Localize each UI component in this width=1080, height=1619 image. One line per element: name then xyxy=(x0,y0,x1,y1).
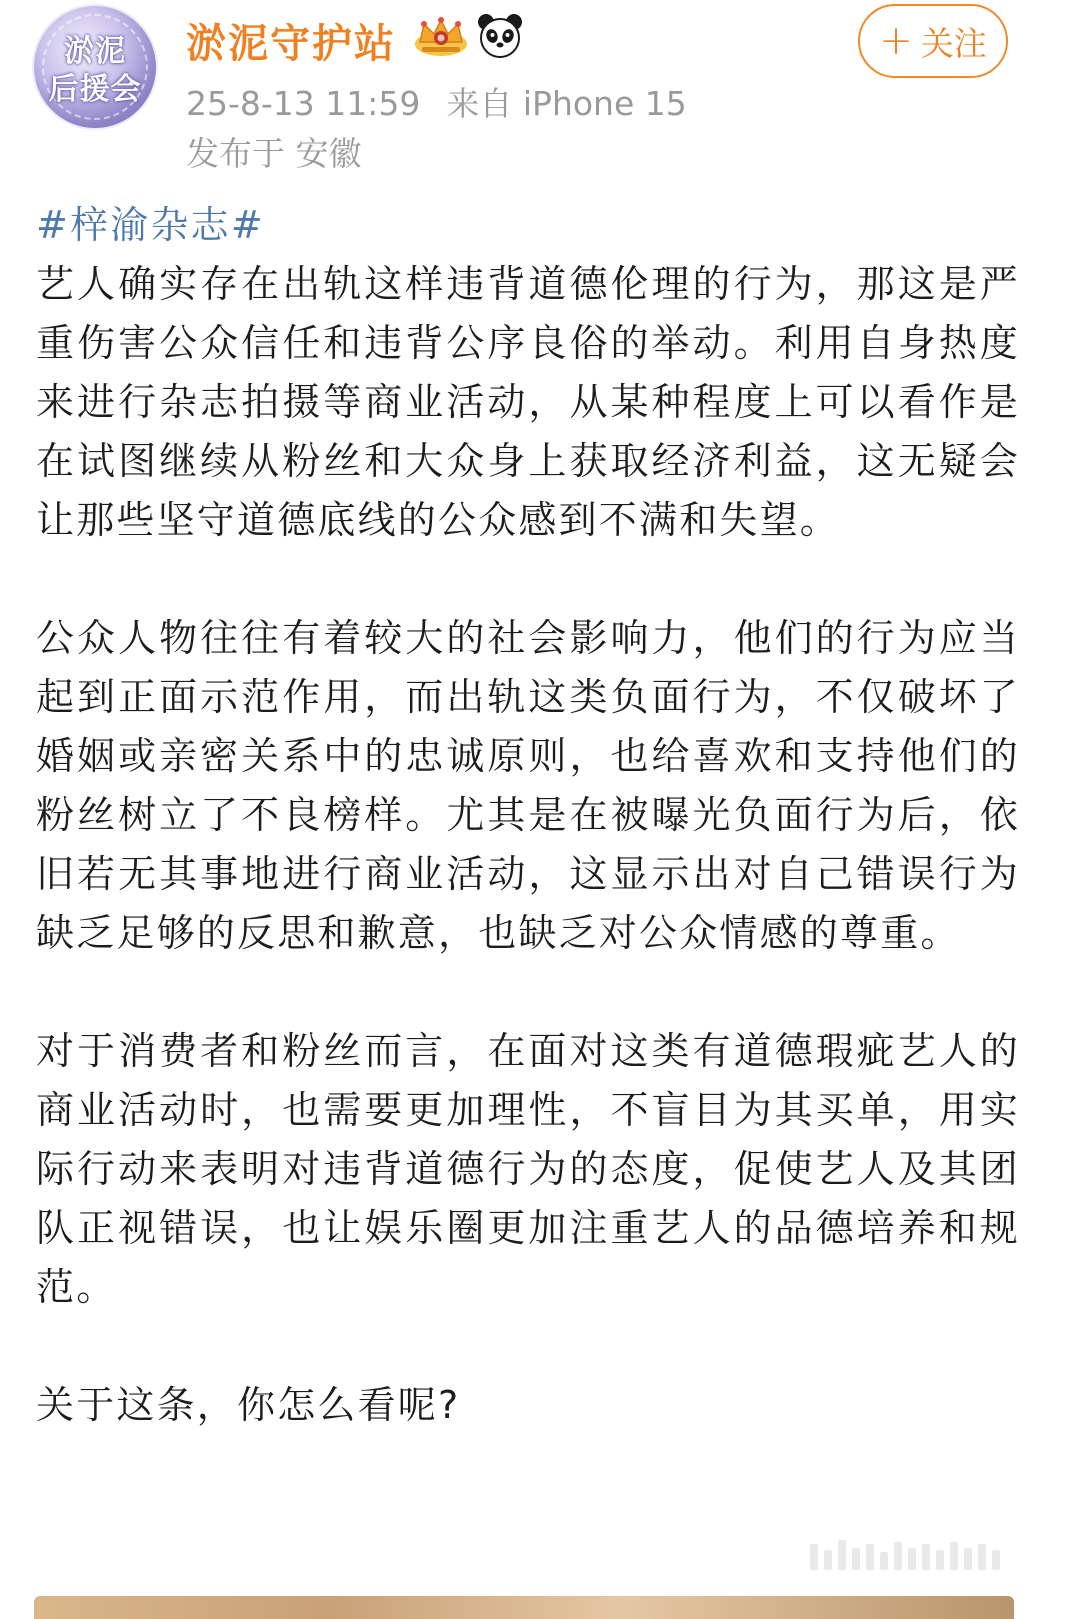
panda-icon xyxy=(476,12,524,60)
post-timestamp: 25-8-13 11:59 xyxy=(186,84,421,123)
post-paragraph-1: 艺人确实存在出轨这样违背道德伦理的行为，那这是严重伤害公众信任和违背公序良俗的举动。利用自身热度来进行杂志拍摄等商业活动，从某种程度上可以看作是在试图继续从粉丝和大众身上获取经济利益，这无疑会让那些坚守道德底线的公众感到不满和失望。 xyxy=(36,262,1020,542)
avatar-text-line-1: 淤泥 xyxy=(64,34,126,69)
post-body xyxy=(36,196,1020,1435)
username[interactable]: 淤泥守护站 xyxy=(186,21,396,67)
post-header xyxy=(0,0,1080,190)
post-meta xyxy=(186,78,687,125)
crown-badge-icon[interactable] xyxy=(412,14,470,58)
post-paragraph-2: 公众人物往往有着较大的社会影响力，他们的行为应当起到正面示范作用，而出轨这类负面行为，不仅破坏了婚姻或亲密关系中的忠诚原则，也给喜欢和支持他们的粉丝树立了不良榜样。尤其是在被曝光负面行为后，依旧若无其事地进行商业活动，这显示出对自己错误行为缺乏足够的反思和歉意，也缺乏对公众情感的尊重。 xyxy=(36,616,1020,955)
post-location: 发布于 安徽 xyxy=(186,134,362,173)
topic-hashtag-link[interactable]: #梓渝杂志# xyxy=(36,203,265,247)
avatar-text-line-2: 后援会 xyxy=(48,72,142,107)
post-paragraph-4: 关于这条，你怎么看呢? xyxy=(36,1383,461,1427)
avatar[interactable] xyxy=(34,6,156,128)
watermark-icon xyxy=(800,1536,1030,1576)
plus-icon: + xyxy=(879,18,913,64)
follow-label: 关注 xyxy=(920,23,987,63)
post-paragraph-3: 对于消费者和粉丝而言，在面对这类有道德瑕疵艺人的商业活动时，也需要更加理性，不盲目为其买单，用实际行动来表明对违背道德行为的态度，促使艺人及其团队正视错误，也让娱乐圈更加注重艺人的品德培养和规范。 xyxy=(36,1029,1020,1309)
post-source: 来自 iPhone 15 xyxy=(446,84,687,123)
attached-image-preview[interactable] xyxy=(34,1596,1014,1619)
follow-button[interactable] xyxy=(858,4,1008,78)
